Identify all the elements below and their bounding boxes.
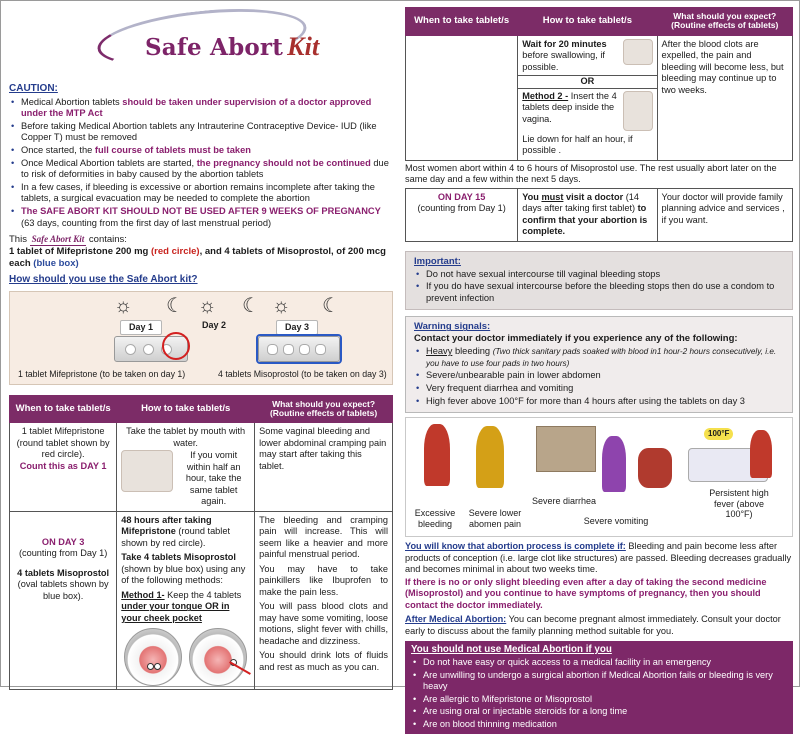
day3-caption: 4 tablets Misoprostol (to be taken on day 3) — [218, 368, 387, 379]
completion-section: You will know that abortion process is complete if: Bleeding and pain become less after products of conception (i.e. large clot like structures) are passed. Bleeding decreases gradually and becomes minimal in about two weeks time. If there is no or only slight bleeding even after a day of taking the second medicine (Misoprostol) and you continue to have symptoms of pregnancy, then you should contact the doctor immediately. — [405, 541, 792, 610]
drinking-water-illustration — [121, 450, 173, 492]
banner-logo — [145, 31, 319, 64]
important-item: • Do not have sexual intercourse till vaginal bleeding stops — [414, 269, 784, 281]
caption-fever: Persistent high fever (above 100°F) — [709, 488, 769, 519]
warning-lead: Contact your doctor immediately if you experience any of the following: — [414, 333, 738, 345]
woman-diarrhea-figure — [602, 436, 626, 492]
day15-table — [405, 188, 793, 242]
day-schedule-illustration — [9, 291, 393, 385]
warning-item: • High fever above 100°F for more than 4 hours after using the tablets on day 3 — [414, 396, 784, 408]
dosage-table-continued — [405, 7, 793, 161]
warning-list — [414, 346, 784, 407]
cell-when: ON DAY 3 (counting from Day 1) 4 tablets Misoprostol (oval tablets shown by blue box). — [10, 511, 117, 690]
after-abortion-section: After Medical Abortion: You can become pregnant almost immediately. Consult your doctor early to discuss about the family planning method suitable for you. — [405, 614, 781, 636]
sun-icon: ☼ — [272, 294, 291, 317]
caution-item: • Once Medical Abortion tablets are started, the pregnancy should not be continued due to risk of deformities in baby caused by the abortion tablets — [9, 158, 393, 181]
col-header-when: When to take tablet/s — [10, 395, 117, 423]
cheek-pocket-illustration — [189, 628, 247, 686]
important-heading: Important: — [414, 255, 461, 267]
warning-box — [405, 316, 793, 413]
caution-list — [9, 97, 393, 230]
table-row — [406, 35, 793, 160]
left-column — [9, 7, 393, 682]
table-row — [10, 511, 393, 690]
day1-caption: 1 tablet Mifepristone (to be taken on day 1) — [18, 368, 186, 379]
banner-title-kit: Kit — [287, 32, 320, 61]
contraindications-list — [411, 657, 787, 730]
contraindication-item: • Are using oral or injectable steroids for a long time — [411, 706, 787, 718]
banner-title: Safe Abort — [145, 34, 284, 61]
mouth-illustrations — [121, 628, 250, 686]
col-header-expect: What should you expect? (Routine effects of tablets) — [255, 395, 393, 423]
day2-label: Day 2 — [202, 319, 227, 330]
woman-pain-figure — [476, 426, 504, 488]
kit-contents: This Safe Abort Kit contains: 1 tablet of Mifepristone 200 mg (red circle), and 4 tablets of Misoprostol, of 200 mcg each (blue box) — [9, 234, 386, 270]
under-tongue-illustration — [124, 628, 182, 686]
contraindication-item: • Are allergic to Mifepristone or Misoprostol — [411, 694, 787, 706]
table-row — [10, 423, 393, 512]
moon-icon: ☾ — [322, 294, 340, 317]
table-row — [406, 188, 793, 241]
warning-item: • Severe/unbearable pain in lower abdomen — [414, 370, 784, 382]
table-header-row — [10, 395, 393, 423]
day3-label: Day 3 — [276, 320, 318, 335]
caption-vomiting: Severe vomiting — [583, 516, 649, 527]
cell-how: You must visit a doctor (14 days after taking first tablet) to confirm that your abortion is complete. — [518, 188, 657, 241]
contraindication-item: • Do not have easy or quick access to a medical facility in an emergency — [411, 657, 787, 669]
clock-illustration — [623, 39, 653, 65]
how-to-use-heading: How should you use the Safe Abort kit? — [9, 274, 198, 286]
col-header-how: How to take tablet/s — [117, 395, 255, 423]
caution-item: • In a few cases, if bleeding is excessive or abortion remains incomplete after taking the tablets, a surgical evacuation may be needed to complete the abortion — [9, 182, 393, 205]
contraindication-item: • Are on blood thinning medication — [411, 719, 787, 731]
sun-icon: ☼ — [114, 294, 133, 317]
cell-how: Wait for 20 minutes before swallowing, if possible. OR Method 2 - Insert the 4 tablets deep inside the vagina. Lie down for half an hour, if possible . — [518, 35, 657, 160]
caution-item: • Medical Abortion tablets should be taken under supervision of a doctor approved under the MTP Act — [9, 97, 393, 120]
important-list — [414, 269, 784, 305]
woman-vomiting-figure — [638, 448, 672, 488]
vaginal-insertion-illustration — [623, 91, 653, 131]
moon-icon: ☾ — [166, 294, 184, 317]
thermometer-label: 100°F — [704, 428, 733, 440]
cell-expect: Some vaginal bleeding and lower abdominal cramping pain may start after taking this tablet. — [255, 423, 393, 512]
cell-when: 1 tablet Mifepristone (round tablet shown by red circle). Count this as DAY 1 — [10, 423, 117, 512]
woman-bleeding-figure — [424, 424, 450, 486]
table-header-row — [406, 8, 793, 36]
caption-diarrhea: Severe diarrhea — [531, 496, 597, 507]
day1-label: Day 1 — [120, 320, 162, 335]
caption-abdomen-pain: Severe lower abomen pain — [468, 508, 522, 529]
latrine-hut — [536, 426, 596, 472]
abortion-timing-note: Most women abort within 4 to 6 hours of Misoprostol use. The rest usually abort later on the same day and a few within the next 5 days. — [405, 162, 777, 185]
caution-heading: CAUTION: — [9, 83, 58, 94]
col-header-expect: What should you expect? (Routine effects of tablets) — [657, 8, 792, 36]
cell-expect: Your doctor will provide family planning advice and services , if you want. — [657, 188, 792, 241]
contraindications-heading: You should not use Medical Abortion if you — [411, 644, 612, 656]
cell-when — [406, 35, 518, 160]
caution-item: • Before taking Medical Abortion tablets any Intrauterine Contraceptive Device- IUD (like Copper T) must be removed — [9, 121, 393, 144]
contraindication-item: • Are unwilling to undergo a surgical abortion if Medical Abortion fails or bleeding is very heavy — [411, 670, 787, 693]
banner — [9, 7, 393, 69]
dosage-table — [9, 395, 393, 691]
cell-how: Take the tablet by mouth with water. If you vomit within half an hour, take the same tablet again. — [117, 423, 255, 512]
col-header-how: How to take tablet/s — [518, 8, 657, 36]
kit-logo-small: Safe Abort Kit — [30, 234, 87, 246]
caution-item: • The SAFE ABORT KIT SHOULD NOT BE USED AFTER 9 WEEKS OF PREGNANCY (63 days, counting from the first day of last menstrual period) — [9, 206, 393, 229]
cell-expect: The bleeding and cramping pain will increase. This will seem like a heavier and more painful menstrual period. You may have to take painkillers like Ibuprofen to make the pain less. You will pass blood clots and may have some vomiting, loose motions, slight fever with chills, headache and dizziness. You should drink lots of fluids and rest as much as you can. — [255, 511, 393, 690]
warning-heading: Warning signals: — [414, 321, 491, 333]
warning-item: • Very frequent diarrhea and vomiting — [414, 383, 784, 395]
important-box — [405, 251, 793, 311]
moon-icon: ☾ — [242, 294, 260, 317]
caretaker-figure — [750, 430, 772, 478]
important-item: • If you do have sexual intercourse before the bleeding stops then do use a condom to prevent infection — [414, 281, 784, 304]
red-circle-marker — [162, 332, 190, 360]
blue-box-marker — [256, 334, 342, 364]
cell-when: ON DAY 15 (counting from Day 1) — [406, 188, 518, 241]
warning-signs-illustration — [405, 417, 793, 537]
sun-icon: ☼ — [198, 294, 217, 317]
right-column — [405, 7, 793, 729]
cell-how: 48 hours after taking Mifepristone (round tablet shown by red circle). Take 4 tablets Misoprostol (shown by blue box) using any of the following methods: Method 1- Keep the 4 tablets under your tongue OR in your cheek pocket — [117, 511, 255, 690]
caution-item: • Once started, the full course of tablets must be taken — [9, 145, 393, 157]
caption-excessive-bleeding: Excessive bleeding — [414, 508, 456, 529]
warning-item: • Heavy bleeding (Two thick sanitary pads soaked with blood in1 hour-2 hours consecutively, i.e. you have to use four pads in two hours) — [414, 346, 784, 369]
col-header-when: When to take tablet/s — [406, 8, 518, 36]
cell-expect: After the blood clots are expelled, the pain and bleeding will become less, but bleeding may continue up to two weeks. — [657, 35, 792, 160]
contraindications-box — [405, 641, 793, 734]
